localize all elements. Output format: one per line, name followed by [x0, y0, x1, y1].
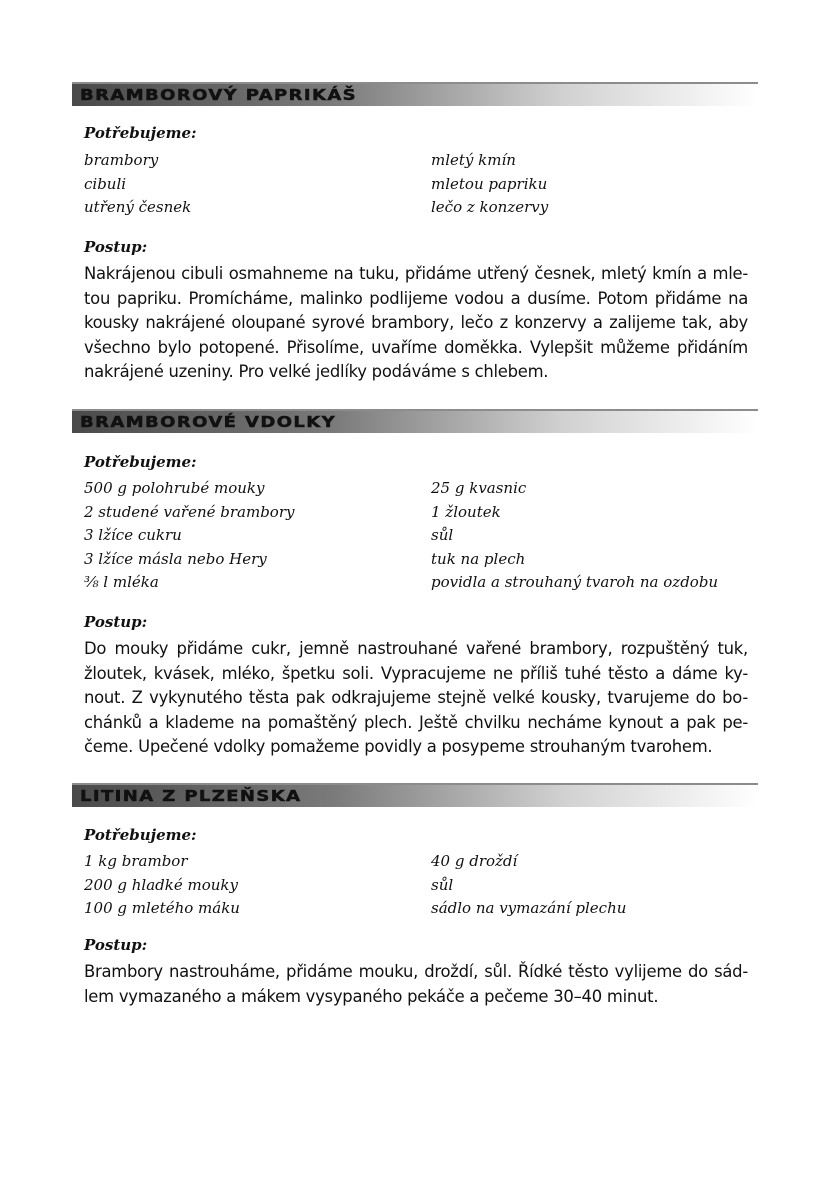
- recipe-title: BRAMBOROVÉ VDOLKY: [80, 413, 337, 432]
- ingredient-item: sádlo na vymazání plechu: [431, 899, 627, 917]
- ingredient-item: 1 žloutek: [431, 502, 501, 521]
- method-line: všechno bylo potopené. Přisolíme, uvaříme doměkka. Vylepšit můžeme přidáním: [84, 337, 748, 357]
- method-line: Nakrájenou cibuli osmahneme na tuku, přidáme utřený česnek, mletý kmín a mle-: [84, 264, 748, 283]
- recipe-header-bar: [72, 783, 758, 807]
- ingredient-item: sůl: [431, 526, 454, 544]
- method-label: Postup:: [84, 613, 148, 631]
- method-label: Postup:: [84, 238, 148, 256]
- ingredient-item: 2 studené vařené brambory: [84, 502, 295, 521]
- ingredient-item: 3 lžíce másla nebo Hery: [84, 549, 267, 568]
- ingredients-list-left: [84, 850, 240, 921]
- method-line: kousky nakrájené oloupané syrové brambory, lečo z konzervy a zalijeme tak, aby: [84, 313, 748, 332]
- ingredients-label: Potřebujeme:: [84, 453, 197, 471]
- method-line: žloutek, kvásek, mléko, špetku soli. Vypracujeme ne příliš tuhé těsto a dáme ky-: [84, 663, 748, 683]
- method-label: Postup:: [84, 936, 148, 954]
- ingredient-item: lečo z konzervy: [431, 198, 549, 216]
- method-line: čeme. Upečené vdolky pomažeme povidly a posypeme strouhaným tvarohem.: [84, 737, 713, 756]
- ingredients-label: Potřebujeme:: [84, 826, 197, 844]
- ingredient-item: 25 g kvasnic: [431, 479, 527, 497]
- recipe-header-bar: [72, 409, 758, 433]
- ingredient-item: 500 g polohrubé mouky: [84, 479, 265, 497]
- method-line: nout. Z vykynutého těsta pak odkrajujeme stejně velké kousky, tvarujeme do bo-: [84, 688, 748, 707]
- method-text: [84, 960, 748, 1009]
- method-text: [84, 637, 748, 760]
- method-line: nakrájené uzeniny. Pro velké jedlíky podáváme s chlebem.: [84, 362, 549, 381]
- recipe-header-bar: [72, 82, 758, 106]
- ingredients-list-left: [84, 149, 191, 220]
- ingredient-item: ⅜ l mléka: [84, 573, 159, 591]
- recipe-title: LITINA Z PLZEŇSKA: [80, 787, 302, 806]
- ingredients-list-left: [84, 477, 294, 595]
- ingredient-item: 40 g droždí: [431, 852, 518, 870]
- method-line: Do mouky přidáme cukr, jemně nastrouhané vařené brambory, rozpuštěný tuk,: [84, 639, 748, 658]
- method-line: tou papriku. Promícháme, malinko podlijeme vodou a dusíme. Potom přidáme na: [84, 288, 748, 308]
- ingredient-item: mletou papriku: [431, 174, 548, 193]
- ingredient-item: mletý kmín: [431, 151, 516, 169]
- ingredient-item: 200 g hladké mouky: [84, 875, 238, 894]
- ingredient-item: tuk na plech: [431, 549, 526, 568]
- ingredient-item: brambory: [84, 151, 159, 169]
- recipe-title: BRAMBOROVÝ PAPRIKÁŠ: [80, 86, 358, 105]
- ingredients-list-right: [431, 477, 718, 595]
- ingredient-item: utřený česnek: [84, 198, 192, 216]
- ingredient-item: 3 lžíce cukru: [84, 526, 182, 544]
- ingredient-item: povidla a strouhaný tvaroh na ozdobu: [431, 573, 719, 591]
- ingredients-label: Potřebujeme:: [84, 124, 197, 142]
- method-line: lem vymazaného a mákem vysypaného pekáče a pečeme 30–40 minut.: [84, 986, 659, 1006]
- ingredient-item: cibuli: [84, 174, 127, 193]
- method-line: Brambory nastrouháme, přidáme mouku, droždí, sůl. Řídké těsto vylijeme do sád-: [84, 962, 748, 981]
- ingredients-list-right: [431, 850, 626, 921]
- ingredient-item: 1 kg brambor: [84, 852, 188, 870]
- ingredients-list-right: [431, 149, 548, 220]
- ingredient-item: 100 g mletého máku: [84, 899, 240, 917]
- method-line: chánků a klademe na pomaštěný plech. Ještě chvilku necháme kynout a pak pe-: [84, 712, 748, 732]
- ingredient-item: sůl: [431, 875, 454, 894]
- method-text: [84, 262, 748, 385]
